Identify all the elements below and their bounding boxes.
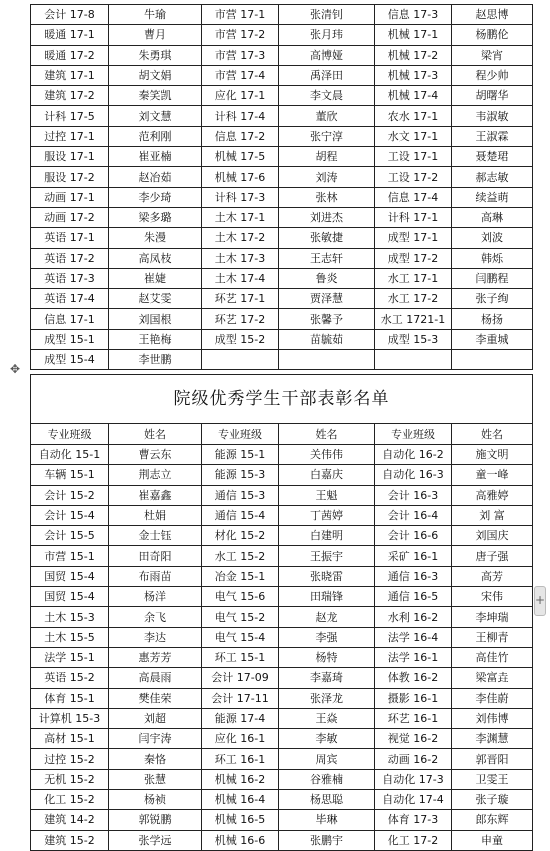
class-cell: 成型 17-2 (375, 248, 452, 268)
student-name-cell: 崔婕 (109, 268, 202, 288)
class-cell: 环艺 17-2 (202, 309, 279, 329)
student-name-cell: 李达 (109, 627, 202, 647)
class-cell: 电气 15-6 (202, 587, 279, 607)
student-name-cell: 惠芳芳 (109, 647, 202, 667)
class-cell: 英语 15-2 (31, 668, 109, 688)
class-cell: 会计 17-09 (202, 668, 279, 688)
student-name-cell: 赵龙 (279, 607, 375, 627)
class-cell: 环工 16-1 (202, 749, 279, 769)
top-table-body (31, 5, 533, 370)
table-row (31, 627, 533, 647)
class-cell: 水工 17-2 (375, 289, 452, 309)
class-cell: 土木 15-5 (31, 627, 109, 647)
student-name-cell: 刘国庆 (452, 526, 533, 546)
table-row (31, 228, 533, 248)
class-cell: 土木 17-3 (202, 248, 279, 268)
class-cell: 通信 16-5 (375, 587, 452, 607)
student-name-cell: 张宁淳 (279, 126, 375, 146)
student-name-cell: 董欣 (279, 106, 375, 126)
student-name-cell: 牛瑜 (109, 5, 202, 25)
student-name-cell: 聂楚珺 (452, 147, 533, 167)
class-cell: 土木 17-4 (202, 268, 279, 288)
student-name-cell: 朱勇琪 (109, 45, 202, 65)
class-cell: 信息 17-3 (375, 5, 452, 25)
class-cell: 服设 17-1 (31, 147, 109, 167)
student-name-cell: 胡程 (279, 147, 375, 167)
student-name-cell: 禹泽田 (279, 65, 375, 85)
student-name-cell: 高芳 (452, 566, 533, 586)
student-name-cell: 崔嘉鑫 (109, 485, 202, 505)
table-row (31, 526, 533, 546)
class-cell: 法学 15-1 (31, 647, 109, 667)
class-cell: 机械 16-5 (202, 810, 279, 830)
class-cell: 成型 15-4 (31, 350, 109, 370)
student-name-cell: 杨鹏伦 (452, 25, 533, 45)
class-cell: 材化 15-2 (202, 526, 279, 546)
class-cell: 会计 17-8 (31, 5, 109, 25)
class-cell: 无机 15-2 (31, 769, 109, 789)
class-cell: 自动化 16-3 (375, 465, 452, 485)
table-row (31, 86, 533, 106)
table-row (31, 647, 533, 667)
student-name-cell: 王柳青 (452, 627, 533, 647)
class-cell: 水利 16-2 (375, 607, 452, 627)
class-cell: 体教 16-2 (375, 668, 452, 688)
table-header-row (31, 424, 533, 445)
class-cell: 能源 15-3 (202, 465, 279, 485)
class-cell: 自动化 15-1 (31, 445, 109, 465)
class-cell: 化工 17-2 (375, 830, 452, 850)
class-cell: 计科 17-1 (375, 207, 452, 227)
class-cell: 通信 16-3 (375, 566, 452, 586)
class-cell: 市营 17-4 (202, 65, 279, 85)
student-name-cell: 高晨雨 (109, 668, 202, 688)
class-cell: 计科 17-4 (202, 106, 279, 126)
class-cell: 计算机 15-3 (31, 708, 109, 728)
student-name-cell: 张馨予 (279, 309, 375, 329)
class-cell: 电气 15-2 (202, 607, 279, 627)
student-name-cell: 高雅婷 (452, 485, 533, 505)
class-cell: 土木 17-1 (202, 207, 279, 227)
class-cell: 应化 16-1 (202, 729, 279, 749)
class-cell: 化工 15-2 (31, 790, 109, 810)
class-cell: 英语 17-2 (31, 248, 109, 268)
student-name-cell: 闫鹏程 (452, 268, 533, 288)
class-cell: 机械 16-2 (202, 769, 279, 789)
class-cell: 法学 16-1 (375, 647, 452, 667)
table-row (31, 329, 533, 349)
student-name-cell: 秦恪 (109, 749, 202, 769)
class-cell: 水工 17-1 (375, 268, 452, 288)
table-row (31, 688, 533, 708)
class-cell: 水工 15-2 (202, 546, 279, 566)
class-cell: 会计 16-3 (375, 485, 452, 505)
class-cell: 机械 17-3 (375, 65, 452, 85)
student-name-cell: 刘 富 (452, 505, 533, 525)
table-row (31, 445, 533, 465)
class-cell: 动画 17-1 (31, 187, 109, 207)
student-name-cell: 关伟伟 (279, 445, 375, 465)
student-name-cell: 李敏 (279, 729, 375, 749)
class-cell: 暖通 17-1 (31, 25, 109, 45)
class-cell: 动画 16-2 (375, 749, 452, 769)
student-name-cell: 刘波 (452, 228, 533, 248)
student-name-cell: 王焱 (279, 708, 375, 728)
student-name-cell: 布雨苗 (109, 566, 202, 586)
class-cell: 水文 17-1 (375, 126, 452, 146)
student-name-cell: 杨特 (279, 647, 375, 667)
student-name-cell: 毕琳 (279, 810, 375, 830)
student-name-cell: 王志轩 (279, 248, 375, 268)
class-cell: 成型 15-2 (202, 329, 279, 349)
table-title-row (31, 375, 533, 424)
class-cell: 体育 17-3 (375, 810, 452, 830)
expand-plus-icon[interactable]: + (534, 586, 546, 616)
student-name-cell: 张子璇 (452, 790, 533, 810)
table-row (31, 126, 533, 146)
class-cell: 机械 16-4 (202, 790, 279, 810)
class-cell: 动画 17-2 (31, 207, 109, 227)
class-cell: 国贸 15-4 (31, 566, 109, 586)
table-row (31, 45, 533, 65)
class-cell: 电气 15-4 (202, 627, 279, 647)
student-name-cell: 郭锐鹏 (109, 810, 202, 830)
class-cell: 英语 17-3 (31, 268, 109, 288)
student-name-cell: 樊佳荣 (109, 688, 202, 708)
class-cell: 法学 16-4 (375, 627, 452, 647)
student-name-cell: 高佳竹 (452, 647, 533, 667)
student-name-cell: 梁多璐 (109, 207, 202, 227)
student-name-cell: 张清钊 (279, 5, 375, 25)
student-name-cell: 高博娅 (279, 45, 375, 65)
class-cell: 体育 15-1 (31, 688, 109, 708)
header-name: 姓名 (109, 424, 202, 445)
class-cell: 土木 15-3 (31, 607, 109, 627)
class-cell: 成型 15-1 (31, 329, 109, 349)
table-row (31, 187, 533, 207)
student-name-cell: 谷雅楠 (279, 769, 375, 789)
student-name-cell: 刘伟博 (452, 708, 533, 728)
student-name-cell: 杨洋 (109, 587, 202, 607)
table-row (31, 268, 533, 288)
student-name-cell: 施文明 (452, 445, 533, 465)
student-name-cell: 李少琦 (109, 187, 202, 207)
student-name-cell: 崔亚楠 (109, 147, 202, 167)
class-cell: 英语 17-4 (31, 289, 109, 309)
table-row (31, 289, 533, 309)
table-row (31, 607, 533, 627)
class-cell: 机械 17-2 (375, 45, 452, 65)
class-cell: 能源 15-1 (202, 445, 279, 465)
student-name-cell: 张敏捷 (279, 228, 375, 248)
class-cell (375, 350, 452, 370)
student-name-cell: 高琳 (452, 207, 533, 227)
class-cell: 自动化 17-4 (375, 790, 452, 810)
class-cell: 信息 17-2 (202, 126, 279, 146)
student-name-cell: 宋伟 (452, 587, 533, 607)
student-name-cell: 丁茜婷 (279, 505, 375, 525)
student-name-cell: 李渊慧 (452, 729, 533, 749)
table-row (31, 309, 533, 329)
student-name-cell: 申童 (452, 830, 533, 850)
student-name-cell: 刘进杰 (279, 207, 375, 227)
student-name-cell: 张月玮 (279, 25, 375, 45)
class-cell: 水工 1721-1 (375, 309, 452, 329)
table-row (31, 708, 533, 728)
student-name-cell: 唐子强 (452, 546, 533, 566)
class-cell: 市营 15-1 (31, 546, 109, 566)
table-move-handle-icon[interactable]: ✥ (9, 362, 21, 376)
student-name-cell: 李坤瑞 (452, 607, 533, 627)
class-cell: 信息 17-4 (375, 187, 452, 207)
class-cell: 冶金 15-1 (202, 566, 279, 586)
student-name-cell: 金士钰 (109, 526, 202, 546)
class-cell: 土木 17-2 (202, 228, 279, 248)
class-cell: 市营 17-3 (202, 45, 279, 65)
student-name-cell: 曹月 (109, 25, 202, 45)
student-name-cell: 胡曙华 (452, 86, 533, 106)
student-name-cell: 杨扬 (452, 309, 533, 329)
class-cell: 机械 17-6 (202, 167, 279, 187)
class-cell: 机械 17-4 (375, 86, 452, 106)
student-name-cell: 郎东辉 (452, 810, 533, 830)
class-cell: 环艺 17-1 (202, 289, 279, 309)
class-cell: 会计 16-4 (375, 505, 452, 525)
class-cell: 通信 15-3 (202, 485, 279, 505)
class-cell: 机械 17-1 (375, 25, 452, 45)
student-name-cell: 赵艾雯 (109, 289, 202, 309)
class-cell: 工设 17-1 (375, 147, 452, 167)
header-class: 专业班级 (31, 424, 109, 445)
table-row (31, 749, 533, 769)
student-name-cell: 程少帅 (452, 65, 533, 85)
class-cell: 采矿 16-1 (375, 546, 452, 566)
class-cell: 农水 17-1 (375, 106, 452, 126)
class-cell: 信息 17-1 (31, 309, 109, 329)
student-name-cell: 闫宇涛 (109, 729, 202, 749)
student-name-cell: 李嘉琦 (279, 668, 375, 688)
student-name-cell: 张泽龙 (279, 688, 375, 708)
class-cell: 会计 16-6 (375, 526, 452, 546)
class-cell: 市营 17-1 (202, 5, 279, 25)
student-name-cell: 秦笑凯 (109, 86, 202, 106)
table-row (31, 248, 533, 268)
student-name-cell: 李强 (279, 627, 375, 647)
student-name-cell: 王振宇 (279, 546, 375, 566)
student-name-cell: 王淑霖 (452, 126, 533, 146)
student-name-cell: 韦淑敏 (452, 106, 533, 126)
table-row (31, 5, 533, 25)
table-row (31, 810, 533, 830)
student-name-cell: 郝志敏 (452, 167, 533, 187)
class-cell: 计科 17-3 (202, 187, 279, 207)
student-name-cell: 韩烁 (452, 248, 533, 268)
class-cell: 建筑 14-2 (31, 810, 109, 830)
student-name-cell: 田奇阳 (109, 546, 202, 566)
class-cell: 应化 17-1 (202, 86, 279, 106)
class-cell: 会计 17-11 (202, 688, 279, 708)
table-row (31, 465, 533, 485)
class-cell: 视觉 16-2 (375, 729, 452, 749)
class-cell: 自动化 16-2 (375, 445, 452, 465)
class-cell: 环艺 16-1 (375, 708, 452, 728)
class-cell: 会计 15-4 (31, 505, 109, 525)
student-name-cell: 续益萌 (452, 187, 533, 207)
student-name-cell: 范利刚 (109, 126, 202, 146)
class-cell: 机械 16-6 (202, 830, 279, 850)
class-cell: 高材 15-1 (31, 729, 109, 749)
student-name-cell: 刘文慧 (109, 106, 202, 126)
student-name-cell: 周宾 (279, 749, 375, 769)
student-name-cell: 梁宵 (452, 45, 533, 65)
student-name-cell: 张学远 (109, 830, 202, 850)
table-row (31, 668, 533, 688)
class-cell: 暖通 17-2 (31, 45, 109, 65)
table-row (31, 505, 533, 525)
student-name-cell: 赵思博 (452, 5, 533, 25)
table-row (31, 729, 533, 749)
table-row (31, 566, 533, 586)
table-row (31, 546, 533, 566)
table-row (31, 830, 533, 850)
class-cell: 计科 17-5 (31, 106, 109, 126)
student-name-cell: 高凤枝 (109, 248, 202, 268)
table-row (31, 167, 533, 187)
student-name-cell: 荆志立 (109, 465, 202, 485)
header-class: 专业班级 (375, 424, 452, 445)
student-name-cell: 郭晋阳 (452, 749, 533, 769)
table-title: 院级优秀学生干部表彰名单 (31, 375, 533, 424)
class-cell: 车辆 15-1 (31, 465, 109, 485)
class-cell: 成型 17-1 (375, 228, 452, 248)
class-cell: 市营 17-2 (202, 25, 279, 45)
student-name-cell: 杜娟 (109, 505, 202, 525)
student-name-cell: 李世鹏 (109, 350, 202, 370)
table-row (31, 25, 533, 45)
table-row (31, 485, 533, 505)
class-cell: 英语 17-1 (31, 228, 109, 248)
student-name-cell: 贾泽慧 (279, 289, 375, 309)
header-name: 姓名 (279, 424, 375, 445)
class-cell (202, 350, 279, 370)
student-name-cell: 王魁 (279, 485, 375, 505)
header-class: 专业班级 (202, 424, 279, 445)
class-cell: 国贸 15-4 (31, 587, 109, 607)
student-name-cell: 张晓雷 (279, 566, 375, 586)
student-name-cell: 鲁炎 (279, 268, 375, 288)
class-cell: 过控 15-2 (31, 749, 109, 769)
table-row (31, 147, 533, 167)
class-cell: 成型 15-3 (375, 329, 452, 349)
header-name: 姓名 (452, 424, 533, 445)
student-name-cell: 李佳蔚 (452, 688, 533, 708)
class-cell: 会计 15-2 (31, 485, 109, 505)
student-name-cell: 杨思聪 (279, 790, 375, 810)
class-cell: 过控 17-1 (31, 126, 109, 146)
student-name-cell: 刘国根 (109, 309, 202, 329)
student-name-cell: 田瑞锋 (279, 587, 375, 607)
student-name-cell: 卫雯王 (452, 769, 533, 789)
student-name-cell: 童一峰 (452, 465, 533, 485)
student-name-cell: 李重城 (452, 329, 533, 349)
student-name-cell: 苗毓茹 (279, 329, 375, 349)
table-row (31, 790, 533, 810)
class-cell: 能源 17-4 (202, 708, 279, 728)
table-row (31, 769, 533, 789)
class-cell: 服设 17-2 (31, 167, 109, 187)
student-name-cell: 张慧 (109, 769, 202, 789)
class-cell: 会计 15-5 (31, 526, 109, 546)
table-row (31, 65, 533, 85)
student-name-cell: 赵冶茹 (109, 167, 202, 187)
table-row (31, 207, 533, 227)
student-name-cell: 朱漫 (109, 228, 202, 248)
student-name-cell: 张子绚 (452, 289, 533, 309)
student-name-cell: 梁富垚 (452, 668, 533, 688)
student-name-cell: 张鹏宇 (279, 830, 375, 850)
table-row (31, 350, 533, 370)
class-cell: 建筑 15-2 (31, 830, 109, 850)
table-row (31, 106, 533, 126)
student-name-cell: 曹云东 (109, 445, 202, 465)
student-name-cell (279, 350, 375, 370)
student-name-cell: 王艳梅 (109, 329, 202, 349)
class-cell: 机械 17-5 (202, 147, 279, 167)
class-cell: 建筑 17-2 (31, 86, 109, 106)
class-cell: 建筑 17-1 (31, 65, 109, 85)
class-cell: 环工 15-1 (202, 647, 279, 667)
class-cell: 通信 15-4 (202, 505, 279, 525)
student-name-cell: 刘涛 (279, 167, 375, 187)
student-name-cell: 胡文娟 (109, 65, 202, 85)
student-name-cell: 白嘉庆 (279, 465, 375, 485)
student-name-cell: 余飞 (109, 607, 202, 627)
student-name-cell: 张林 (279, 187, 375, 207)
student-name-cell: 杨祯 (109, 790, 202, 810)
student-name-cell: 刘超 (109, 708, 202, 728)
bottom-table-body (31, 375, 533, 851)
class-cell: 自动化 17-3 (375, 769, 452, 789)
table-row (31, 587, 533, 607)
commendation-list-continued-table (30, 4, 533, 370)
student-name-cell: 白建明 (279, 526, 375, 546)
student-name-cell: 李文晨 (279, 86, 375, 106)
class-cell: 摄影 16-1 (375, 688, 452, 708)
student-name-cell (452, 350, 533, 370)
class-cell: 工设 17-2 (375, 167, 452, 187)
outstanding-student-cadre-table (30, 374, 533, 851)
